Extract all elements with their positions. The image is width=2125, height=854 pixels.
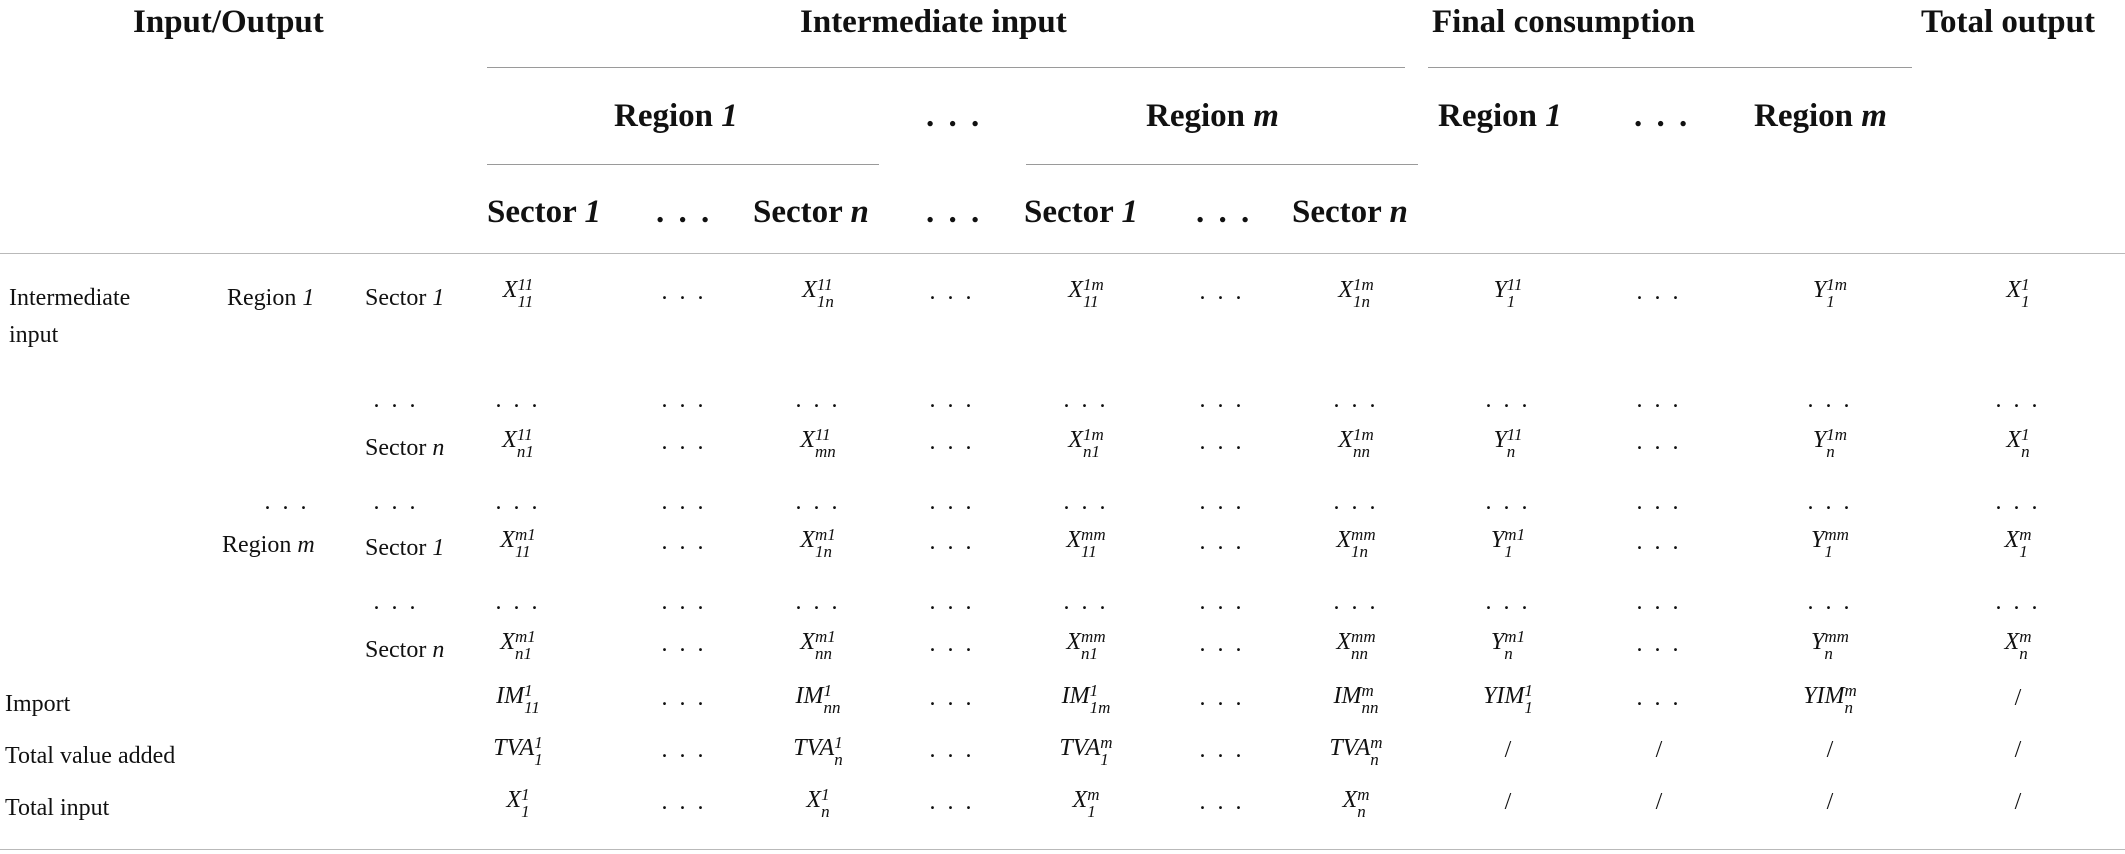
cell-d2-8: . . .: [1636, 489, 1682, 515]
cell-d2-7: . . .: [1485, 489, 1531, 515]
cell-d2-5: . . .: [1199, 489, 1245, 515]
header-region-m-final: Region m: [1754, 98, 1887, 134]
cell-tin-5: . . .: [1199, 789, 1245, 815]
header-sector-ellipsis-rm: . . .: [1196, 194, 1253, 230]
cell-tin-7: /: [1504, 789, 1512, 815]
cell-rm1-10: X m 1: [2004, 525, 2032, 561]
row-label-sector-1-rm: Sector 1: [365, 535, 445, 561]
header-sector-n-rm: Sector n: [1292, 194, 1408, 230]
cell-imp-5: . . .: [1199, 685, 1245, 711]
cell-r1-6: X 1m 1n: [1338, 275, 1374, 311]
header-sector-n-r1: Sector n: [753, 194, 869, 230]
cell-rm1-6: X mm 1n: [1336, 525, 1376, 561]
cell-tin-3: . . .: [929, 789, 975, 815]
cell-d1-0: . . .: [495, 387, 541, 413]
cell-r1-3: . . .: [929, 279, 975, 305]
cell-imp-2: IM 1 nn: [795, 681, 841, 717]
cell-d3-2: . . .: [795, 589, 841, 615]
cell-rm1-5: . . .: [1199, 529, 1245, 555]
row-label-total-value-added: Total value added: [5, 743, 176, 769]
cell-tva-4: TVA m 1: [1059, 733, 1113, 769]
cell-rm1-8: . . .: [1636, 529, 1682, 555]
cell-tva-0: TVA 1 1: [493, 733, 543, 769]
cell-d3-7: . . .: [1485, 589, 1531, 615]
cell-r1-1: . . .: [661, 279, 707, 305]
rule-header-bottom: [0, 253, 2125, 254]
cell-r1-2: X 11 1n: [802, 275, 834, 311]
cell-imp-7: YIM 1 1: [1483, 681, 1533, 717]
cell-r1-5: . . .: [1199, 279, 1245, 305]
cell-imp-6: IM m nn: [1333, 681, 1379, 717]
row-label-region-1: Region 1: [227, 285, 315, 311]
cell-rm1-3: . . .: [929, 529, 975, 555]
header-sector-1-r1: Sector 1: [487, 194, 601, 230]
cell-d2-2: . . .: [795, 489, 841, 515]
cell-d3-8: . . .: [1636, 589, 1682, 615]
cell-d3-1: . . .: [661, 589, 707, 615]
row-label-total-input: Total input: [5, 795, 110, 821]
header-region-1-intermediate: Region 1: [614, 98, 738, 134]
cell-tin-1: . . .: [661, 789, 707, 815]
cell-d3-3: . . .: [929, 589, 975, 615]
cell-r1-7: Y 11 1: [1493, 275, 1523, 311]
cell-tva-1: . . .: [661, 737, 707, 763]
rule-intermediate-input: [487, 67, 1405, 68]
cell-d2-6: . . .: [1333, 489, 1379, 515]
cell-r1-0: X 11 11: [502, 275, 534, 311]
cell-tin-4: X m 1: [1072, 785, 1100, 821]
row-label-sector-ellipsis-mid: . . .: [373, 489, 419, 515]
header-sector-ellipsis-r1: . . .: [656, 194, 713, 230]
cell-imp-4: IM 1 1m: [1061, 681, 1111, 717]
cell-d3-6: . . .: [1333, 589, 1379, 615]
cell-r1-10: X 1 1: [2006, 275, 2030, 311]
cell-d2-0: . . .: [495, 489, 541, 515]
header-intermediate-input: Intermediate input: [800, 4, 1067, 40]
cell-rm1-9: Y mm 1: [1811, 525, 1849, 561]
cell-d3-5: . . .: [1199, 589, 1245, 615]
cell-tin-8: /: [1655, 789, 1663, 815]
cell-tva-8: /: [1655, 737, 1663, 763]
header-total-output: Total output: [1921, 4, 2095, 40]
cell-rmn-7: Y m1 n: [1490, 627, 1526, 663]
header-region-ellipsis-sector: . . .: [926, 194, 983, 230]
cell-rn-8: . . .: [1636, 429, 1682, 455]
header-sector-1-rm: Sector 1: [1024, 194, 1138, 230]
cell-tin-9: /: [1826, 789, 1834, 815]
cell-tva-7: /: [1504, 737, 1512, 763]
header-final-consumption: Final consumption: [1432, 4, 1696, 40]
cell-rmn-2: X m1 nn: [800, 627, 836, 663]
cell-rm1-2: X m1 1n: [800, 525, 836, 561]
cell-rmn-8: . . .: [1636, 631, 1682, 657]
header-input-output: Input/Output: [133, 4, 324, 40]
header-region-1-final: Region 1: [1438, 98, 1562, 134]
cell-r1-4: X 1m 11: [1068, 275, 1104, 311]
cell-d2-9: . . .: [1807, 489, 1853, 515]
cell-tin-0: X 1 1: [506, 785, 530, 821]
cell-r1-9: Y 1m 1: [1812, 275, 1848, 311]
row-label-sector-n-rm: Sector n: [365, 637, 445, 663]
cell-rm1-7: Y m1 1: [1490, 525, 1526, 561]
cell-rn-0: X 11 n1: [502, 425, 534, 461]
cell-d1-9: . . .: [1807, 387, 1853, 413]
cell-rn-9: Y 1m n: [1812, 425, 1848, 461]
cell-imp-10: /: [2014, 685, 2022, 711]
cell-d1-1: . . .: [661, 387, 707, 413]
cell-rn-6: X 1m nn: [1338, 425, 1374, 461]
cell-d1-6: . . .: [1333, 387, 1379, 413]
cell-rn-7: Y 11 n: [1493, 425, 1523, 461]
cell-rn-4: X 1m n1: [1068, 425, 1104, 461]
cell-tva-2: TVA 1 n: [793, 733, 843, 769]
cell-rm1-1: . . .: [661, 529, 707, 555]
cell-imp-3: . . .: [929, 685, 975, 711]
cell-rmn-6: X mm nn: [1336, 627, 1376, 663]
cell-d2-3: . . .: [929, 489, 975, 515]
cell-tva-3: . . .: [929, 737, 975, 763]
cell-rn-3: . . .: [929, 429, 975, 455]
cell-rn-2: X 11 mn: [800, 425, 836, 461]
cell-rm1-0: X m1 11: [500, 525, 536, 561]
cell-tin-6: X m n: [1342, 785, 1370, 821]
cell-d2-1: . . .: [661, 489, 707, 515]
rule-region-1: [487, 164, 879, 165]
cell-rmn-0: X m1 n1: [500, 627, 536, 663]
cell-d1-8: . . .: [1636, 387, 1682, 413]
cell-tva-5: . . .: [1199, 737, 1245, 763]
row-label-sector-1-r1: Sector 1: [365, 285, 445, 311]
row-label-sector-ellipsis-rm: . . .: [373, 589, 419, 615]
rule-region-m: [1026, 164, 1418, 165]
cell-rn-5: . . .: [1199, 429, 1245, 455]
cell-d2-4: . . .: [1063, 489, 1109, 515]
cell-tva-6: TVA m n: [1329, 733, 1383, 769]
row-label-sector-n-r1: Sector n: [365, 435, 445, 461]
cell-imp-0: IM 1 11: [496, 681, 540, 717]
cell-d1-10: . . .: [1995, 387, 2041, 413]
cell-d3-4: . . .: [1063, 589, 1109, 615]
cell-tin-2: X 1 n: [806, 785, 830, 821]
cell-tin-10: /: [2014, 789, 2022, 815]
cell-d1-3: . . .: [929, 387, 975, 413]
cell-rmn-10: X m n: [2004, 627, 2032, 663]
cell-rmn-4: X mm n1: [1066, 627, 1106, 663]
cell-d3-0: . . .: [495, 589, 541, 615]
row-label-sector-ellipsis-r1: . . .: [373, 387, 419, 413]
rule-table-bottom: [0, 849, 2125, 850]
row-label-region-m: Region m: [222, 532, 315, 558]
cell-d1-4: . . .: [1063, 387, 1109, 413]
cell-rmn-5: . . .: [1199, 631, 1245, 657]
cell-imp-1: . . .: [661, 685, 707, 711]
cell-rmn-1: . . .: [661, 631, 707, 657]
header-region-ellipsis-intermediate: . . .: [926, 98, 983, 134]
cell-d1-2: . . .: [795, 387, 841, 413]
cell-tva-10: /: [2014, 737, 2022, 763]
cell-d1-5: . . .: [1199, 387, 1245, 413]
cell-rmn-3: . . .: [929, 631, 975, 657]
row-label-region-ellipsis: . . .: [264, 489, 310, 515]
cell-rn-1: . . .: [661, 429, 707, 455]
cell-rm1-4: X mm 11: [1066, 525, 1106, 561]
cell-r1-8: . . .: [1636, 279, 1682, 305]
cell-d3-9: . . .: [1807, 589, 1853, 615]
cell-rmn-9: Y mm n: [1811, 627, 1849, 663]
cell-tva-9: /: [1826, 737, 1834, 763]
header-region-m-intermediate: Region m: [1146, 98, 1279, 134]
cell-d1-7: . . .: [1485, 387, 1531, 413]
row-label-import: Import: [5, 691, 71, 717]
header-region-ellipsis-final: . . .: [1634, 98, 1691, 134]
cell-imp-9: YIM m n: [1803, 681, 1857, 717]
cell-imp-8: . . .: [1636, 685, 1682, 711]
row-label-intermediate-input: Intermediate input: [9, 285, 131, 349]
cell-d2-10: . . .: [1995, 489, 2041, 515]
cell-rn-10: X 1 n: [2006, 425, 2030, 461]
rule-final-consumption: [1428, 67, 1912, 68]
cell-d3-10: . . .: [1995, 589, 2041, 615]
